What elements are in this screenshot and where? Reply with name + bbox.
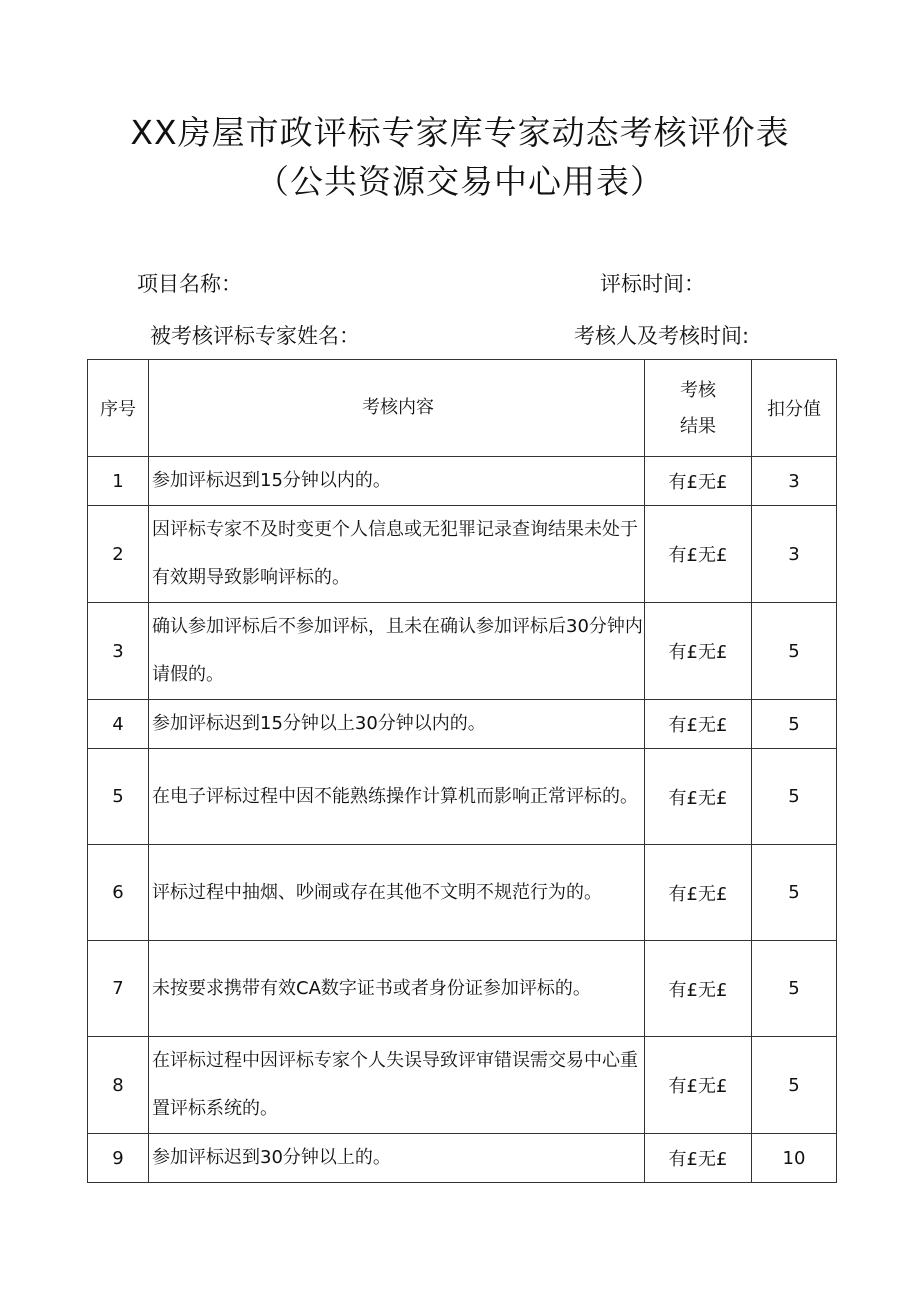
header-no: 序号 <box>88 360 149 457</box>
row-score: 5 <box>752 845 837 941</box>
row-no: 2 <box>88 506 149 603</box>
row-score: 5 <box>752 700 837 749</box>
assessor-label: 考核人及考核时间: <box>574 324 750 348</box>
table-row <box>88 845 837 941</box>
header-result <box>645 360 752 457</box>
row-content: 参加评标迟到15分钟以上30分钟以内的。 <box>149 700 645 749</box>
form-subtitle: （公共资源交易中心用表） <box>256 162 664 201</box>
row-result-checkbox[interactable]: 有£无£ <box>645 603 752 700</box>
row-content: 参加评标迟到30分钟以上的。 <box>149 1134 645 1183</box>
row-no: 3 <box>88 603 149 700</box>
row-content: 在电子评标过程中因不能熟练操作计算机而影响正常评标的。 <box>149 749 645 845</box>
table-row <box>88 700 837 749</box>
table-row <box>88 749 837 845</box>
header-score: 扣分值 <box>752 360 837 457</box>
table-row <box>88 1134 837 1183</box>
row-no: 7 <box>88 941 149 1037</box>
row-no: 5 <box>88 749 149 845</box>
row-score: 3 <box>752 457 837 506</box>
table-row <box>88 506 837 603</box>
row-score: 5 <box>752 603 837 700</box>
table-header-row <box>88 360 837 457</box>
row-result-checkbox[interactable]: 有£无£ <box>645 700 752 749</box>
row-no: 8 <box>88 1037 149 1134</box>
header-result-line2: 结果 <box>680 416 716 437</box>
row-result-checkbox[interactable]: 有£无£ <box>645 941 752 1037</box>
row-no: 9 <box>88 1134 149 1183</box>
table-row <box>88 941 837 1037</box>
row-result-checkbox[interactable]: 有£无£ <box>645 1134 752 1183</box>
row-content: 因评标专家不及时变更个人信息或无犯罪记录查询结果未处于有效期导致影响评标的。 <box>149 506 645 603</box>
project-name-label: 项目名称： <box>137 272 242 296</box>
eval-time-label: 评标时间： <box>600 272 705 296</box>
row-content: 评标过程中抽烟、吵闹或存在其他不文明不规范行为的。 <box>149 845 645 941</box>
row-score: 5 <box>752 941 837 1037</box>
row-score: 3 <box>752 506 837 603</box>
row-content: 确认参加评标后不参加评标，且未在确认参加评标后30分钟内请假的。 <box>149 603 645 700</box>
assessment-table <box>87 359 837 1183</box>
row-content: 参加评标迟到15分钟以内的。 <box>149 457 645 506</box>
table-row <box>88 603 837 700</box>
table-row <box>88 457 837 506</box>
row-result-checkbox[interactable]: 有£无£ <box>645 506 752 603</box>
row-content: 未按要求携带有效CA数字证书或者身份证参加评标的。 <box>149 941 645 1037</box>
row-no: 1 <box>88 457 149 506</box>
row-result-checkbox[interactable]: 有£无£ <box>645 845 752 941</box>
row-result-checkbox[interactable]: 有£无£ <box>645 749 752 845</box>
row-no: 4 <box>88 700 149 749</box>
form-title: XX房屋市政评标专家库专家动态考核评价表 <box>130 113 790 152</box>
row-result-checkbox[interactable]: 有£无£ <box>645 457 752 506</box>
header-content: 考核内容 <box>149 360 645 457</box>
row-content: 在评标过程中因评标专家个人失误导致评审错误需交易中心重置评标系统的。 <box>149 1037 645 1134</box>
expert-name-label: 被考核评标专家姓名： <box>150 324 360 348</box>
header-result-line1: 考核 <box>680 380 716 401</box>
row-score: 5 <box>752 1037 837 1134</box>
table-row <box>88 1037 837 1134</box>
row-score: 5 <box>752 749 837 845</box>
row-score: 10 <box>752 1134 837 1183</box>
row-no: 6 <box>88 845 149 941</box>
row-result-checkbox[interactable]: 有£无£ <box>645 1037 752 1134</box>
